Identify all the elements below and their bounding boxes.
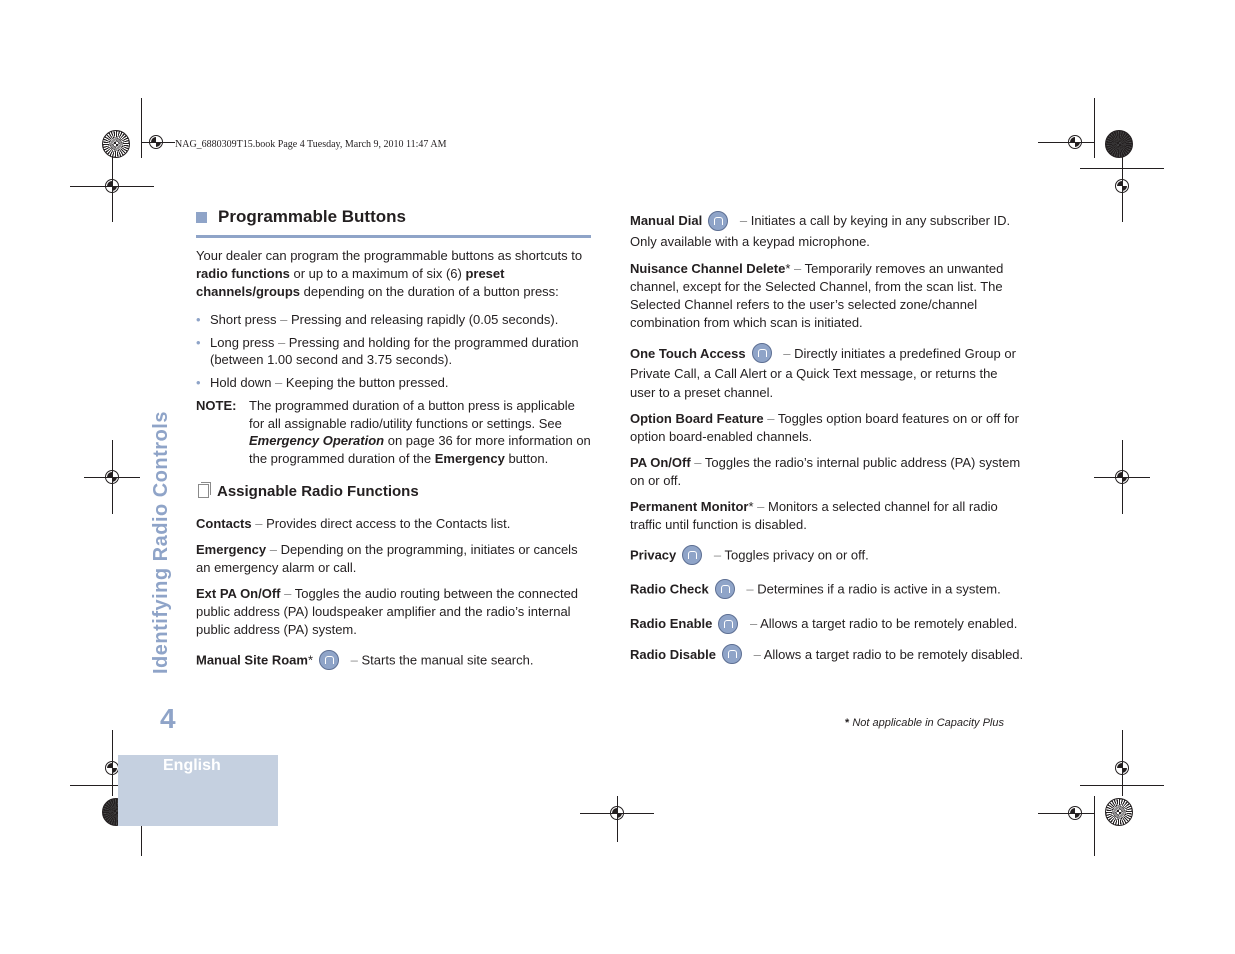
pages-icon [198,484,209,498]
press-types-list [196,311,591,391]
function-entry: One Touch Access – Directly initiates a predefined Group or Private Call, a Call Alert or a Quick Text message, or returns the user to a preset channel. [630,344,1025,403]
bullet-icon: • [196,335,201,350]
section-heading [196,207,591,238]
starburst-top-left [102,130,130,158]
note-label: NOTE: [196,398,237,413]
footnote: * Not applicable in Capacity Plus [845,717,1004,729]
programmable-button-icon [722,644,742,664]
section-square-icon [196,212,207,223]
programmable-button-icon [718,614,738,634]
subsection-title: Assignable Radio Functions [217,483,419,500]
crosshair-right-lower [1115,761,1129,775]
function-entry: Emergency – Depending on the programming, initiates or cancels an emergency alarm or call. [196,542,578,575]
chapter-side-title: Identifying Radio Controls [150,411,172,674]
crosshair-bottom-center [610,806,624,820]
function-entry: Nuisance Channel Delete* – Temporarily removes an unwanted channel, except for the Selected Channel, from the scan list. The Selected Channel refers to the user’s selected zone/channel combination from which scan is initiated. [630,260,1004,330]
function-entry: Privacy – Toggles privacy on or off. [630,546,1025,566]
programmable-button-icon [708,211,728,231]
programmable-button-icon [682,545,702,565]
note-block: NOTE: The programmed duration of a button press is applicable for all assignable radio/utility functions or settings. See Emergency Operation on page 36 for more information on the programmed duration of the Emergency button. [196,398,591,466]
list-item: • Hold down – Keeping the button pressed. [196,375,449,390]
starburst-bottom-right [1105,798,1133,826]
bullet-icon: • [196,375,201,390]
crosshair-top-right [1068,135,1082,149]
function-entry: Radio Enable – Allows a target radio to be remotely enabled. [630,614,1025,635]
crosshair-right-upper [1115,179,1129,193]
list-item: • Short press – Pressing and releasing rapidly (0.05 seconds). [196,312,559,327]
programmable-button-icon [715,579,735,599]
starburst-top-right [1105,130,1133,158]
function-entry: PA On/Off – Toggles the radio’s internal public address (PA) system on or off. [630,455,1021,489]
crosshair-left-upper [105,179,119,193]
list-item: • Long press – Pressing and holding for the programmed duration (between 1.00 second and 3.75 seconds). [196,335,579,367]
crosshair-left-lower [105,761,119,775]
crosshair-top-left [149,135,163,149]
right-column [630,211,1025,673]
function-entry: Ext PA On/Off – Toggles the audio routing between the connected public address (PA) loudspeaker amplifier and the radio’s internal public address (PA) system. [196,586,579,637]
function-entry: Manual Dial – Initiates a call by keying in any subscriber ID. Only available with a keypad microphone. [630,211,1025,252]
programmable-button-icon [752,343,772,363]
left-column [196,247,591,679]
crosshair-bottom-right [1068,806,1082,820]
programmable-button-icon [319,650,339,670]
bullet-icon: • [196,312,201,327]
cross-reference-link[interactable]: Emergency Operation [249,433,385,448]
function-entry: Option Board Feature – Toggles option board features on or off for option board-enabled channels. [630,411,1019,445]
function-entry: Radio Disable – Allows a target radio to be remotely disabled. [630,645,1025,666]
subsection-heading [196,483,591,501]
function-entry: Radio Check – Determines if a radio is active in a system. [630,580,1025,600]
crosshair-mid-left [105,470,119,484]
section-title: Programmable Buttons [218,207,406,226]
page-number: 4 [160,703,176,734]
function-entry: Contacts – Provides direct access to the Contacts list. [196,516,511,531]
crosshair-mid-right [1115,470,1129,484]
intro-paragraph: Your dealer can program the programmable buttons as shortcuts to radio functions or up to a maximum of six (6) preset channels/groups depending on the duration of a button press: [196,248,583,299]
language-label: English [163,757,221,774]
function-entry: Manual Site Roam* – Starts the manual site search. [196,651,591,671]
function-entry: Permanent Monitor* – Monitors a selected channel for all radio traffic until function is disabled. [630,499,998,533]
print-header-note: NAG_6880309T15.book Page 4 Tuesday, March 9, 2010 11:47 AM [175,139,447,150]
